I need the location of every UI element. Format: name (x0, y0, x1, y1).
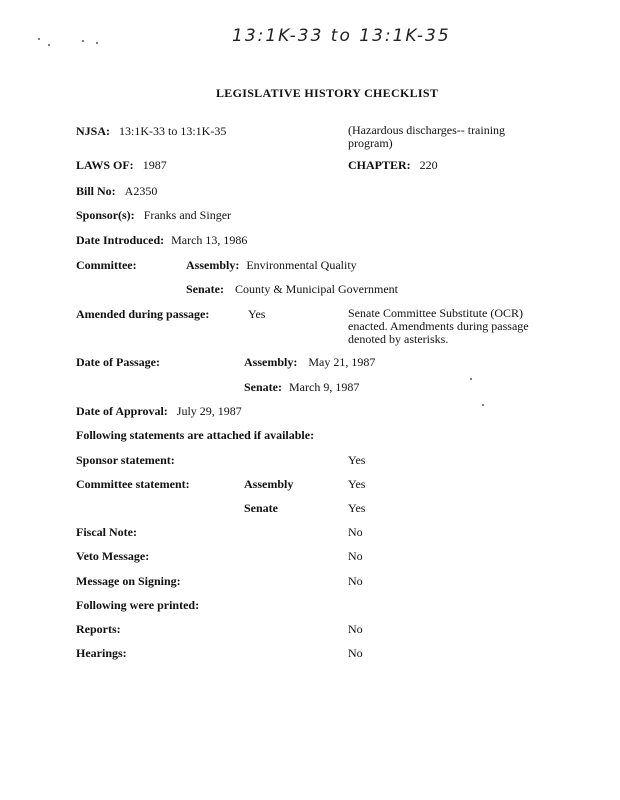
signing-message-label: Message on Signing: (76, 574, 181, 588)
chapter-row (348, 158, 438, 173)
sponsor-statement-label: Sponsor statement: (76, 453, 175, 467)
bill-no-value: A2350 (124, 184, 158, 198)
hearings-value: No (348, 646, 363, 660)
committee-assembly-label: Assembly: (186, 258, 240, 272)
reports-value: No (348, 622, 363, 636)
passage-label: Date of Passage: (76, 355, 160, 369)
veto-message-value: No (348, 549, 363, 563)
passage-senate (244, 380, 359, 395)
attached-heading: Following statements are attached if available: (76, 428, 315, 442)
sponsor-statement-value: Yes (348, 453, 366, 467)
bill-no-row (76, 184, 157, 199)
committee-assembly-value: Environmental Quality (246, 258, 357, 272)
printed-heading: Following were printed: (76, 598, 200, 612)
committee-statement-senate-label: Senate (244, 501, 278, 515)
passage-senate-value: March 9, 1987 (289, 380, 360, 394)
committee-senate-label: Senate: (186, 282, 224, 296)
committee-statement-assembly-value: Yes (348, 477, 366, 491)
amended-note: Senate Committee Substitute (OCR) enacted. Amendments during passage denoted by asterisks. (348, 306, 529, 346)
fiscal-note-label: Fiscal Note: (76, 525, 137, 539)
sponsors-row (76, 208, 231, 223)
committee-statement-label: Committee statement: (76, 477, 190, 491)
laws-of-value: 1987 (142, 158, 167, 172)
sponsors-value: Franks and Singer (143, 208, 232, 222)
scan-speck (96, 42, 98, 44)
chapter-label: CHAPTER: (348, 158, 411, 172)
scan-speck (470, 378, 472, 380)
date-introduced-label: Date Introduced: (76, 233, 165, 247)
sponsors-label: Sponsor(s): (76, 208, 135, 222)
approval-row (76, 404, 242, 419)
date-introduced-row (76, 233, 247, 248)
date-introduced-value: March 13, 1986 (171, 233, 248, 247)
reports-label: Reports: (76, 622, 121, 636)
committee-assembly (186, 258, 357, 273)
approval-value: July 29, 1987 (176, 404, 242, 418)
committee-senate-value: County & Municipal Government (235, 282, 398, 296)
fiscal-note-value: No (348, 525, 363, 539)
amended-label: Amended during passage: (76, 307, 210, 321)
chapter-value: 220 (419, 158, 438, 172)
passage-assembly-label: Assembly: (244, 355, 298, 369)
laws-of-row (76, 158, 167, 173)
scan-speck (82, 40, 84, 42)
signing-message-value: No (348, 574, 363, 588)
committee-senate (186, 282, 398, 297)
committee-statement-assembly-label: Assembly (244, 477, 294, 491)
passage-senate-label: Senate: (244, 380, 282, 394)
amended-value: Yes (248, 307, 266, 321)
scan-speck (38, 38, 40, 40)
bill-no-label: Bill No: (76, 184, 116, 198)
passage-assembly-value: May 21, 1987 (308, 355, 376, 369)
hearings-label: Hearings: (76, 646, 127, 660)
njsa-row (76, 124, 226, 139)
scan-speck (482, 404, 484, 406)
veto-message-label: Veto Message: (76, 549, 150, 563)
njsa-value: 13:1K-33 to 13:1K-35 (119, 124, 227, 138)
laws-of-label: LAWS OF: (76, 158, 134, 172)
approval-label: Date of Approval: (76, 404, 168, 418)
committee-statement-senate-value: Yes (348, 501, 366, 515)
njsa-label: NJSA: (76, 124, 111, 138)
scan-speck (48, 44, 50, 46)
committee-label: Committee: (76, 258, 137, 272)
page-title: LEGISLATIVE HISTORY CHECKLIST (216, 86, 439, 100)
njsa-note: (Hazardous discharges-- training program) (348, 123, 506, 150)
handwritten-note: 13:1K-33 to 13:1K-35 (232, 26, 451, 46)
passage-assembly (244, 355, 375, 370)
